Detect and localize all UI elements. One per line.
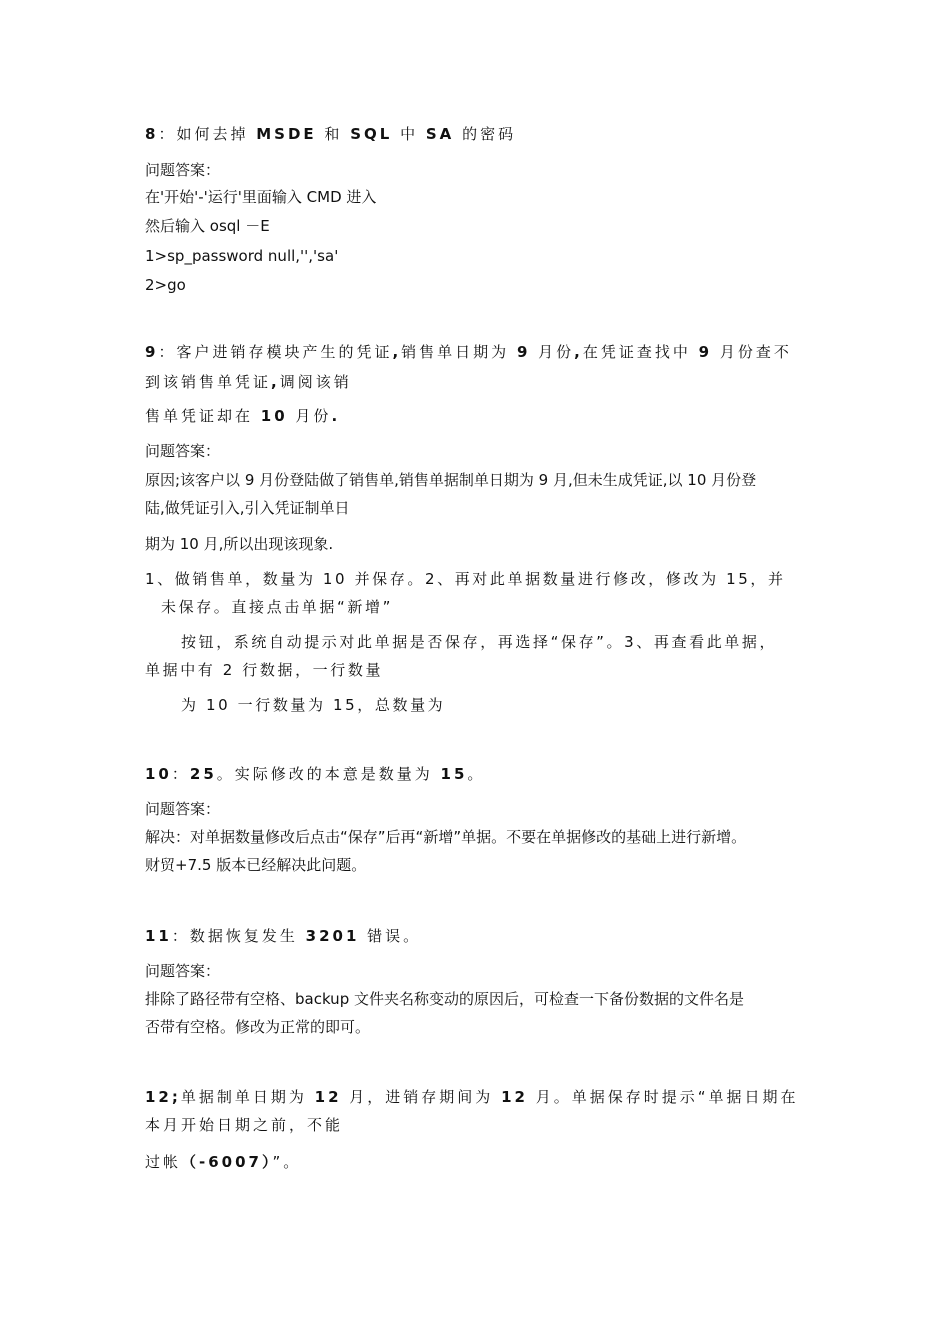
answer-label: 问题答案：	[145, 962, 221, 980]
answer-10-line-1: 解决：对单据数量修改后点击“保存”后再“新增”单据。不要在单据修改的基础上进行新增。	[145, 828, 747, 846]
question-10-line-1: 10：25。实际修改的本意是数量为 15。	[145, 765, 486, 783]
answer-label: 问题答案：	[145, 800, 221, 818]
question-9-line-1: 9：客户进销存模块产生的凭证,销售单日期为 9 月份,在凭证查找中 9 月份查不	[145, 343, 792, 361]
question-9-line-2: 到该销售单凭证,调阅该销	[145, 373, 352, 391]
answer-9-line-1: 原因;该客户以 9 月份登陆做了销售单,销售单据制单日期为 9 月,但未生成凭证,以 10 月份登	[145, 471, 757, 489]
detail-9-line-5: 为 10 一行数量为 15，总数量为	[181, 696, 446, 714]
question-12-line-1: 12;单据制单日期为 12 月，进销存期间为 12 月。单据保存时提示“单据日期在	[145, 1088, 799, 1106]
question-11-line-1: 11：数据恢复发生 3201 错误。	[145, 927, 422, 945]
question-9-line-3: 售单凭证却在 10 月份.	[145, 407, 341, 425]
detail-9-line-4: 单据中有 2 行数据，一行数量	[145, 661, 384, 679]
question-12-line-2: 本月开始日期之前，不能	[145, 1116, 344, 1134]
answer-label: 问题答案：	[145, 442, 221, 460]
question-8-line-1: 8：如何去掉 MSDE 和 SQL 中 SA 的密码	[145, 125, 517, 143]
answer-10-line-2: 财贸+7.5 版本已经解决此问题。	[145, 856, 367, 874]
detail-9-line-2: 未保存。直接点击单据“新增”	[161, 598, 393, 616]
answer-8-line-2: 然后输入 osql －E	[145, 217, 270, 235]
answer-label: 问题答案：	[145, 161, 221, 179]
answer-9-line-2: 陆,做凭证引入,引入凭证制单日	[145, 499, 350, 517]
question-12-line-3: 过帐（-6007）”。	[145, 1153, 302, 1171]
detail-9-line-3: 按钮，系统自动提示对此单据是否保存，再选择“保存”。3、再查看此单据，	[181, 633, 778, 651]
detail-9-line-1: 1、做销售单，数量为 10 并保存。2、再对此单据数量进行修改，修改为 15，并	[145, 570, 786, 588]
answer-8-line-3: 1>sp_password null,'','sa'	[145, 247, 339, 265]
answer-11-line-1: 排除了路径带有空格、backup 文件夹名称变动的原因后，可检查一下备份数据的文件名是	[145, 990, 744, 1008]
answer-9-line-3: 期为 10 月,所以出现该现象.	[145, 535, 334, 553]
answer-8-line-4: 2>go	[145, 276, 186, 294]
answer-8-line-1: 在'开始'-'运行'里面输入 CMD 进入	[145, 188, 377, 206]
answer-11-line-2: 否带有空格。修改为正常的即可。	[145, 1018, 371, 1036]
